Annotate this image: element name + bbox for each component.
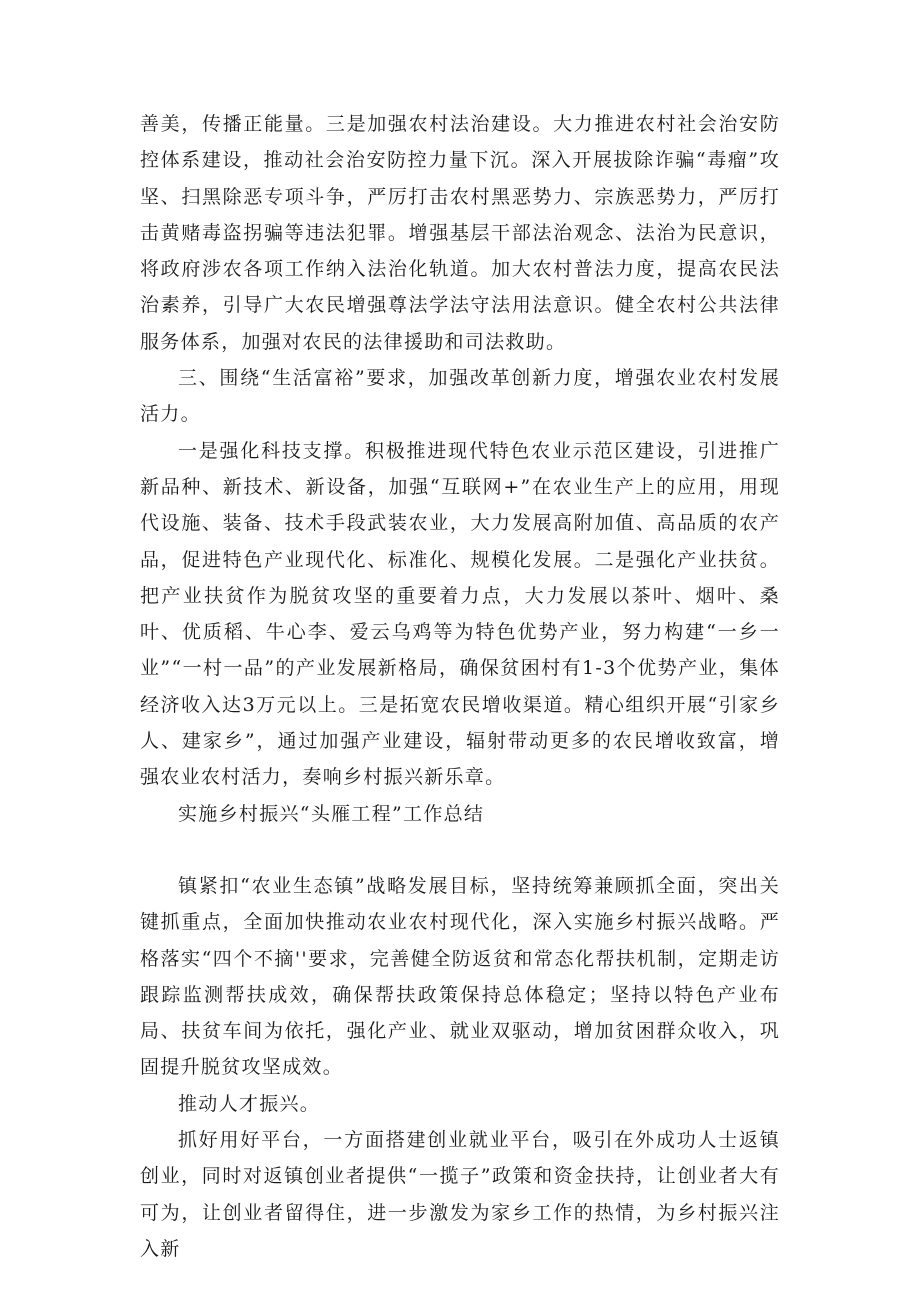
document-body — [140, 106, 780, 1267]
subheading-talent: 推动人才振兴。 — [178, 1092, 321, 1115]
section-heading-prosperity: 三、围绕“生活富裕”要求，加强改革创新力度，增强农业农村发展活力。 — [140, 367, 780, 426]
paragraph-rule-of-law: 善美，传播正能量。三是加强农村法治建设。大力推进农村社会治安防控体系建设，推动社会治安防控力量下沉。深入开展拔除诈骗“毒瘤”攻坚、扫黑除恶专项斗争，严厉打击农村黑恶势力、宗族恶势力，严厉打击黄赌毒盗拐骗等违法犯罪。增强基层干部法治观念、法治为民意识，将政府涉农各项工作纳入法治化轨道。加大农村普法力度，提高农民法治素养，引导广大农民增强尊法学法守法用法意识。健全农村公共法律服务体系，加强对农民的法律援助和司法救助。 — [140, 113, 780, 353]
document-title: 实施乡村振兴“头雁工程”工作总结 — [178, 802, 485, 825]
paragraph-platform: 抓好用好平台，一方面搭建创业就业平台，吸引在外成功人士返镇创业，同时对返镇创业者提供“一揽子”政策和资金扶持，让创业者大有可为，让创业者留得住，进一步激发为家乡工作的热情，为乡村振兴注入新 — [140, 1129, 780, 1260]
paragraph-tech-industry: 一是强化科技支撑。积极推进现代特色农业示范区建设，引进推广新品种、新技术、新设备，加强“互联网+”在农业生产上的应用，用现代设施、装备、技术手段武装农业，大力发展高附加值、高品质的农产品，促进特色产业现代化、标准化、规模化发展。二是强化产业扶贫。把产业扶贫作为脱贫攻坚的重要着力点，大力发展以茶叶、烟叶、桑叶、优质稻、牛心李、爱云乌鸡等为特色优势产业，努力构建“一乡一业”“一村一品”的产业发展新格局，确保贫困村有1-3个优势产业，集体经济收入达3万元以上。三是拓宽农民增收渠道。精心组织开展“引家乡人、建家乡”，通过加强产业建设，辐射带动更多的农民增收致富，增强农业农村活力，奏响乡村振兴新乐章。 — [140, 439, 780, 789]
paragraph-town-summary: 镇紧扣“农业生态镇”战略发展目标，坚持统筹兼顾抓全面，突出关键抓重点，全面加快推动农业农村现代化，深入实施乡村振兴战略。严格落实“四个不摘''要求，完善健全防返贫和常态化帮扶机制，定期走访跟踪监测帮扶成效，确保帮扶政策保持总体稳定；坚持以特色产业布局、扶贫车间为依托，强化产业、就业双驱动，增加贫困群众收入，巩固提升脱贫攻坚成效。 — [140, 874, 780, 1079]
blank-line — [140, 832, 780, 868]
